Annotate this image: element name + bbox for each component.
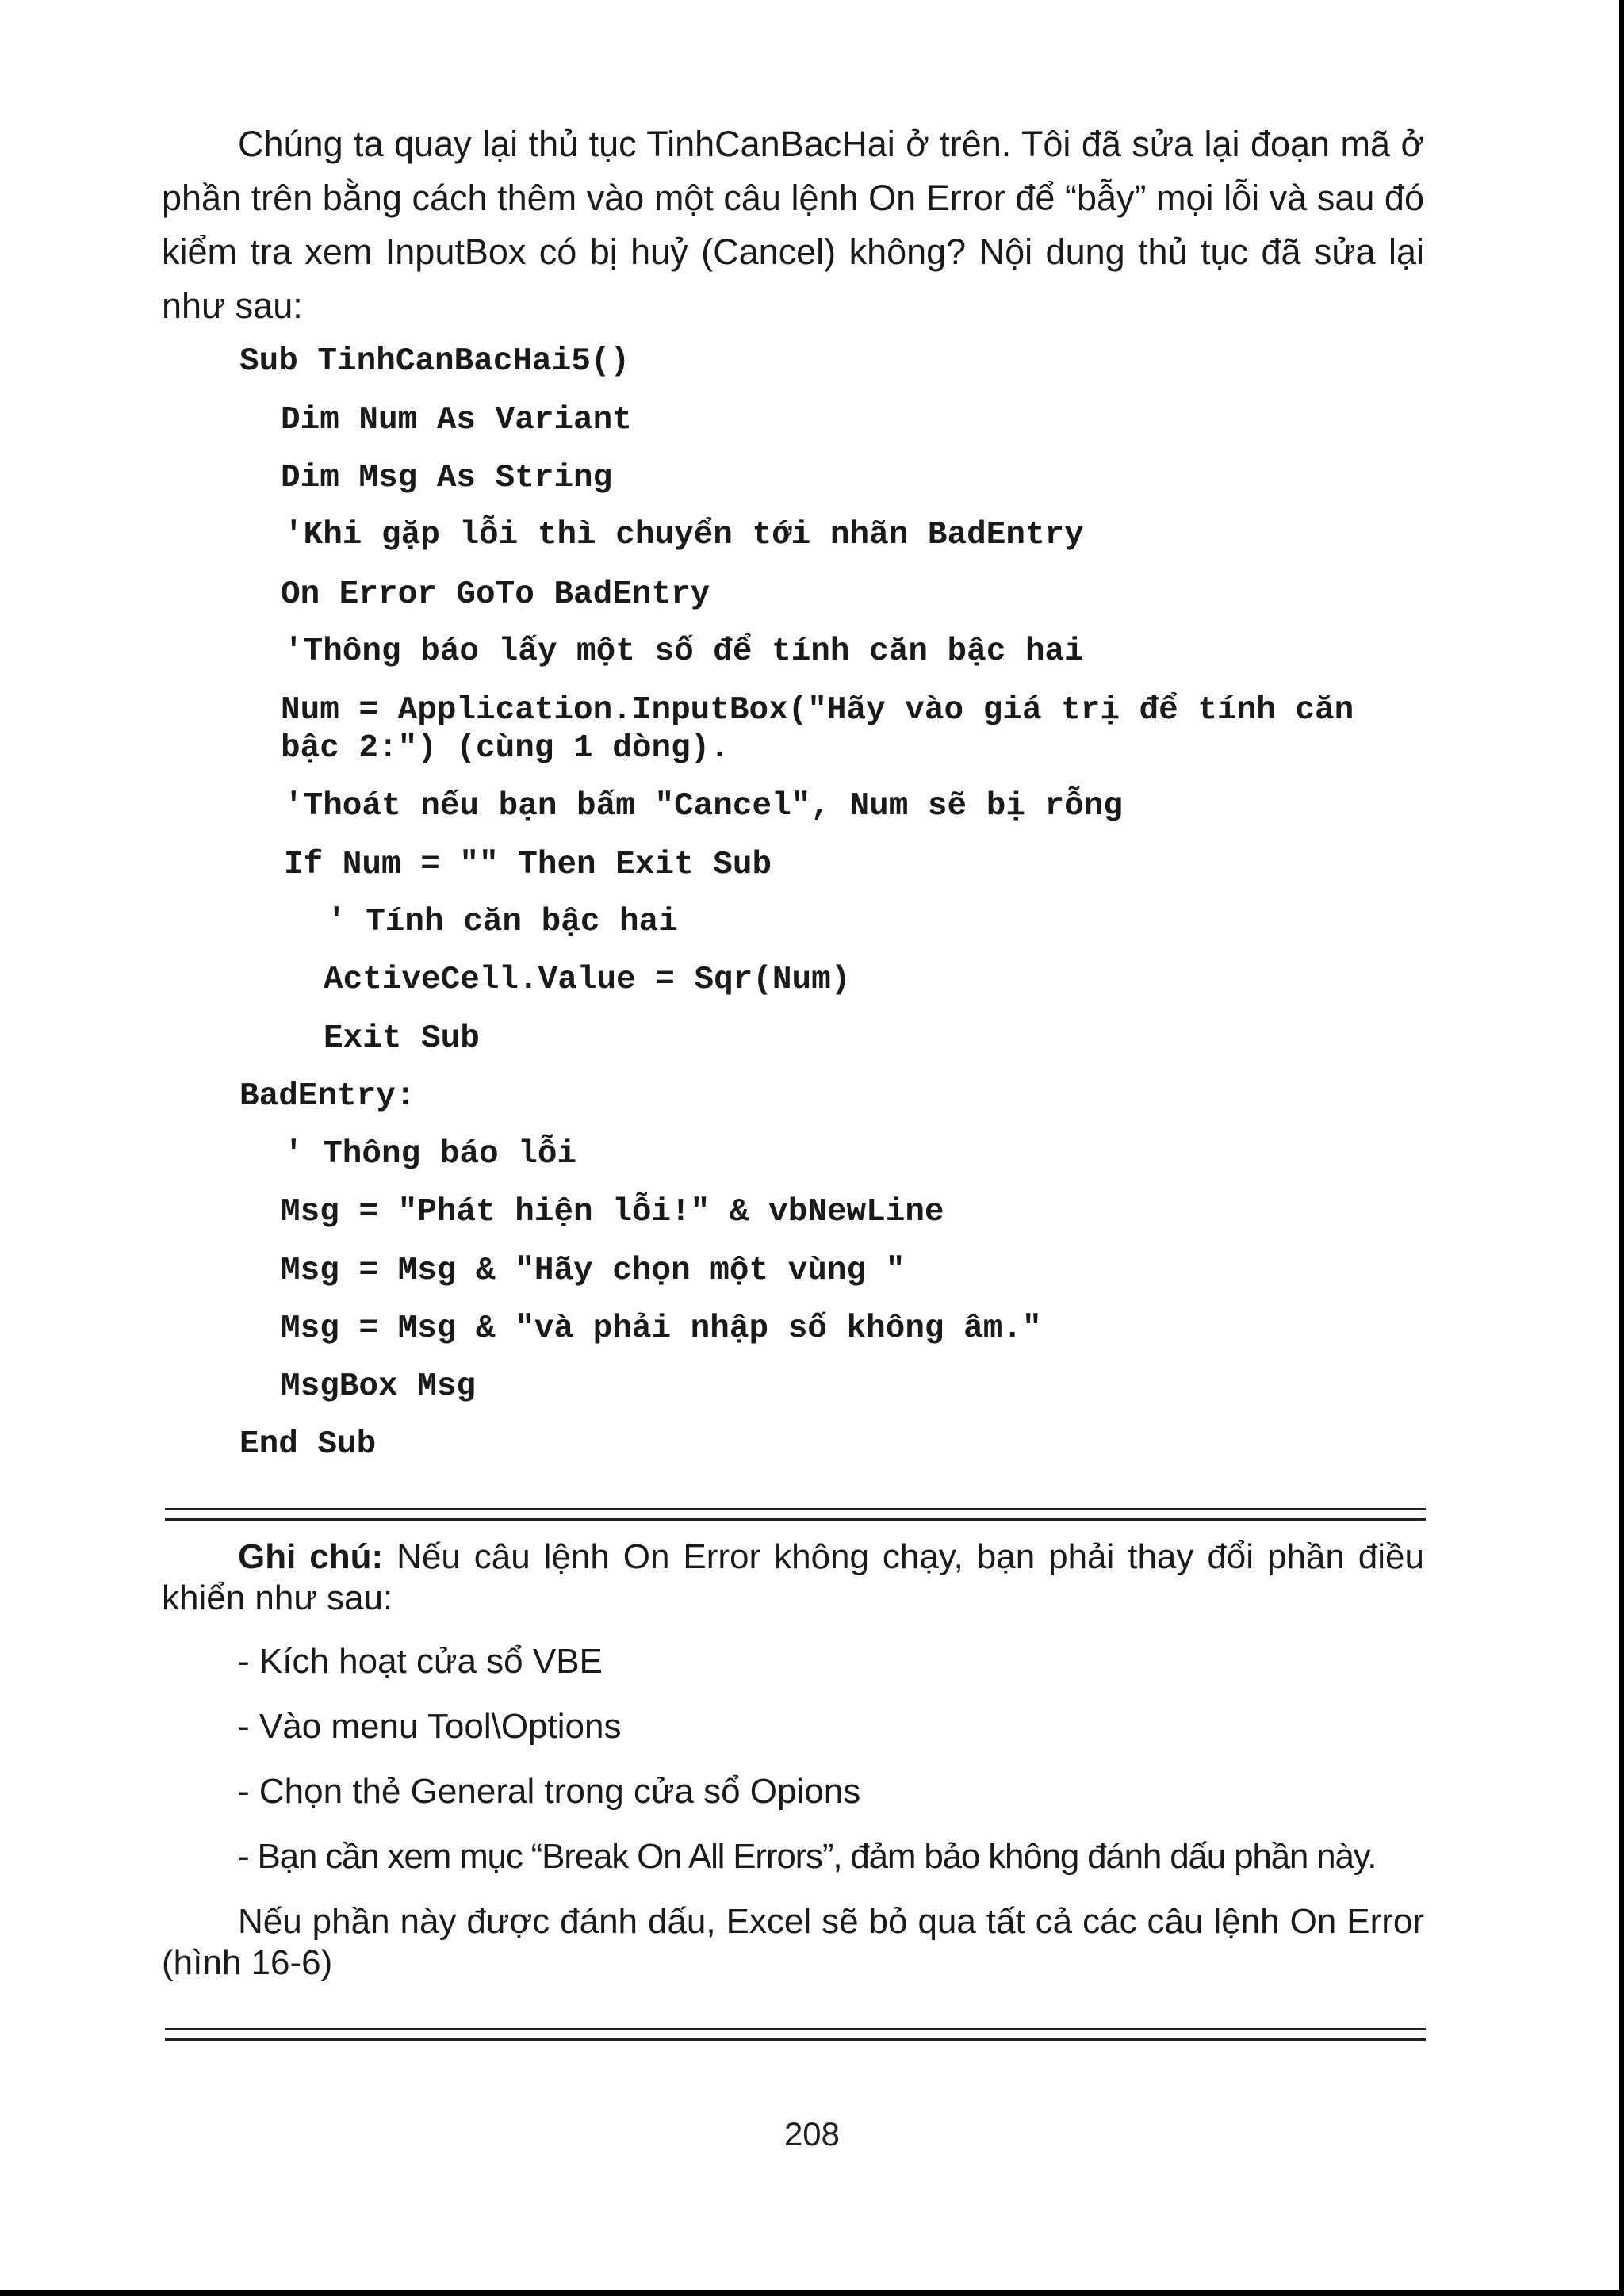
note-item: - Chọn thẻ General trong cửa sổ Opions	[238, 1772, 861, 1811]
code-line: Dim Num As Variant	[281, 402, 632, 438]
code-line: Msg = Msg & "Hãy chọn một vùng "	[281, 1253, 906, 1289]
code-line: MsgBox Msg	[281, 1368, 477, 1405]
code-line: 'Thông báo lấy một số để tính căn bậc hai	[284, 633, 1084, 670]
code-line: Dim Msg As String	[281, 460, 613, 496]
code-line: 'Khi gặp lỗi thì chuyển tới nhãn BadEntry	[284, 517, 1084, 553]
code-line: Msg = "Phát hiện lỗi!" & vbNewLine	[281, 1194, 944, 1230]
code-line: End Sub	[239, 1426, 377, 1463]
note-top-rule	[165, 1508, 1426, 1521]
intro-text: Chúng ta quay lại thủ tục TinhCanBacHai ở trên. Tôi đã sửa lại đoạn mã ở phần trên bằng cách thêm vào một câu lệnh On Error để “bẫy” mọi lỗi và sau đó kiểm tra xem InputBox có bị huỷ (Cancel) không? Nội dung thủ tục đã sửa lại như sau:	[162, 124, 1424, 326]
code-line: Msg = Msg & "và phải nhập số không âm."	[281, 1311, 1042, 1347]
note-label: Ghi chú:	[238, 1537, 384, 1576]
note-item: - Bạn cần xem mục “Break On All Errors”, đảm bảo không đánh dấu phần này.	[238, 1837, 1377, 1876]
intro-paragraph	[162, 117, 1424, 333]
code-line: ' Tính căn bậc hai	[327, 904, 678, 940]
code-line: Num = Application.InputBox("Hãy vào giá trị để tính căn	[281, 692, 1354, 729]
code-line: ' Thông báo lỗi	[284, 1136, 577, 1173]
note-intro	[162, 1536, 1424, 1619]
code-line: BadEntry:	[239, 1078, 416, 1115]
code-line: If Num = "" Then Exit Sub	[284, 847, 772, 883]
scan-border-right	[1619, 0, 1624, 2296]
code-line: On Error GoTo BadEntry	[281, 576, 710, 613]
scan-border-bottom	[0, 2290, 1624, 2296]
code-line: 'Thoát nếu bạn bấm "Cancel", Num sẽ bị rỗng	[284, 788, 1123, 825]
note-after: Nếu phần này được đánh dấu, Excel sẽ bỏ qua tất cả các câu lệnh On Error (hình 16-6)	[162, 1902, 1424, 1982]
note-box	[162, 1536, 1424, 1984]
page-number: 208	[783, 2115, 841, 2152]
code-line: bậc 2:") (cùng 1 dòng).	[281, 730, 730, 767]
note-text: Nếu câu lệnh On Error không chạy, bạn phải thay đổi phần điều khiển như sau:	[162, 1537, 1424, 1617]
code-line: Exit Sub	[324, 1020, 480, 1057]
code-line: ActiveCell.Value = Sqr(Num)	[324, 962, 851, 998]
note-item: - Kích hoạt cửa sổ VBE	[238, 1642, 603, 1681]
note-bottom-rule	[165, 2028, 1426, 2041]
note-item: - Vào menu Tool\Options	[238, 1707, 622, 1746]
code-line: Sub TinhCanBacHai5()	[239, 343, 630, 380]
